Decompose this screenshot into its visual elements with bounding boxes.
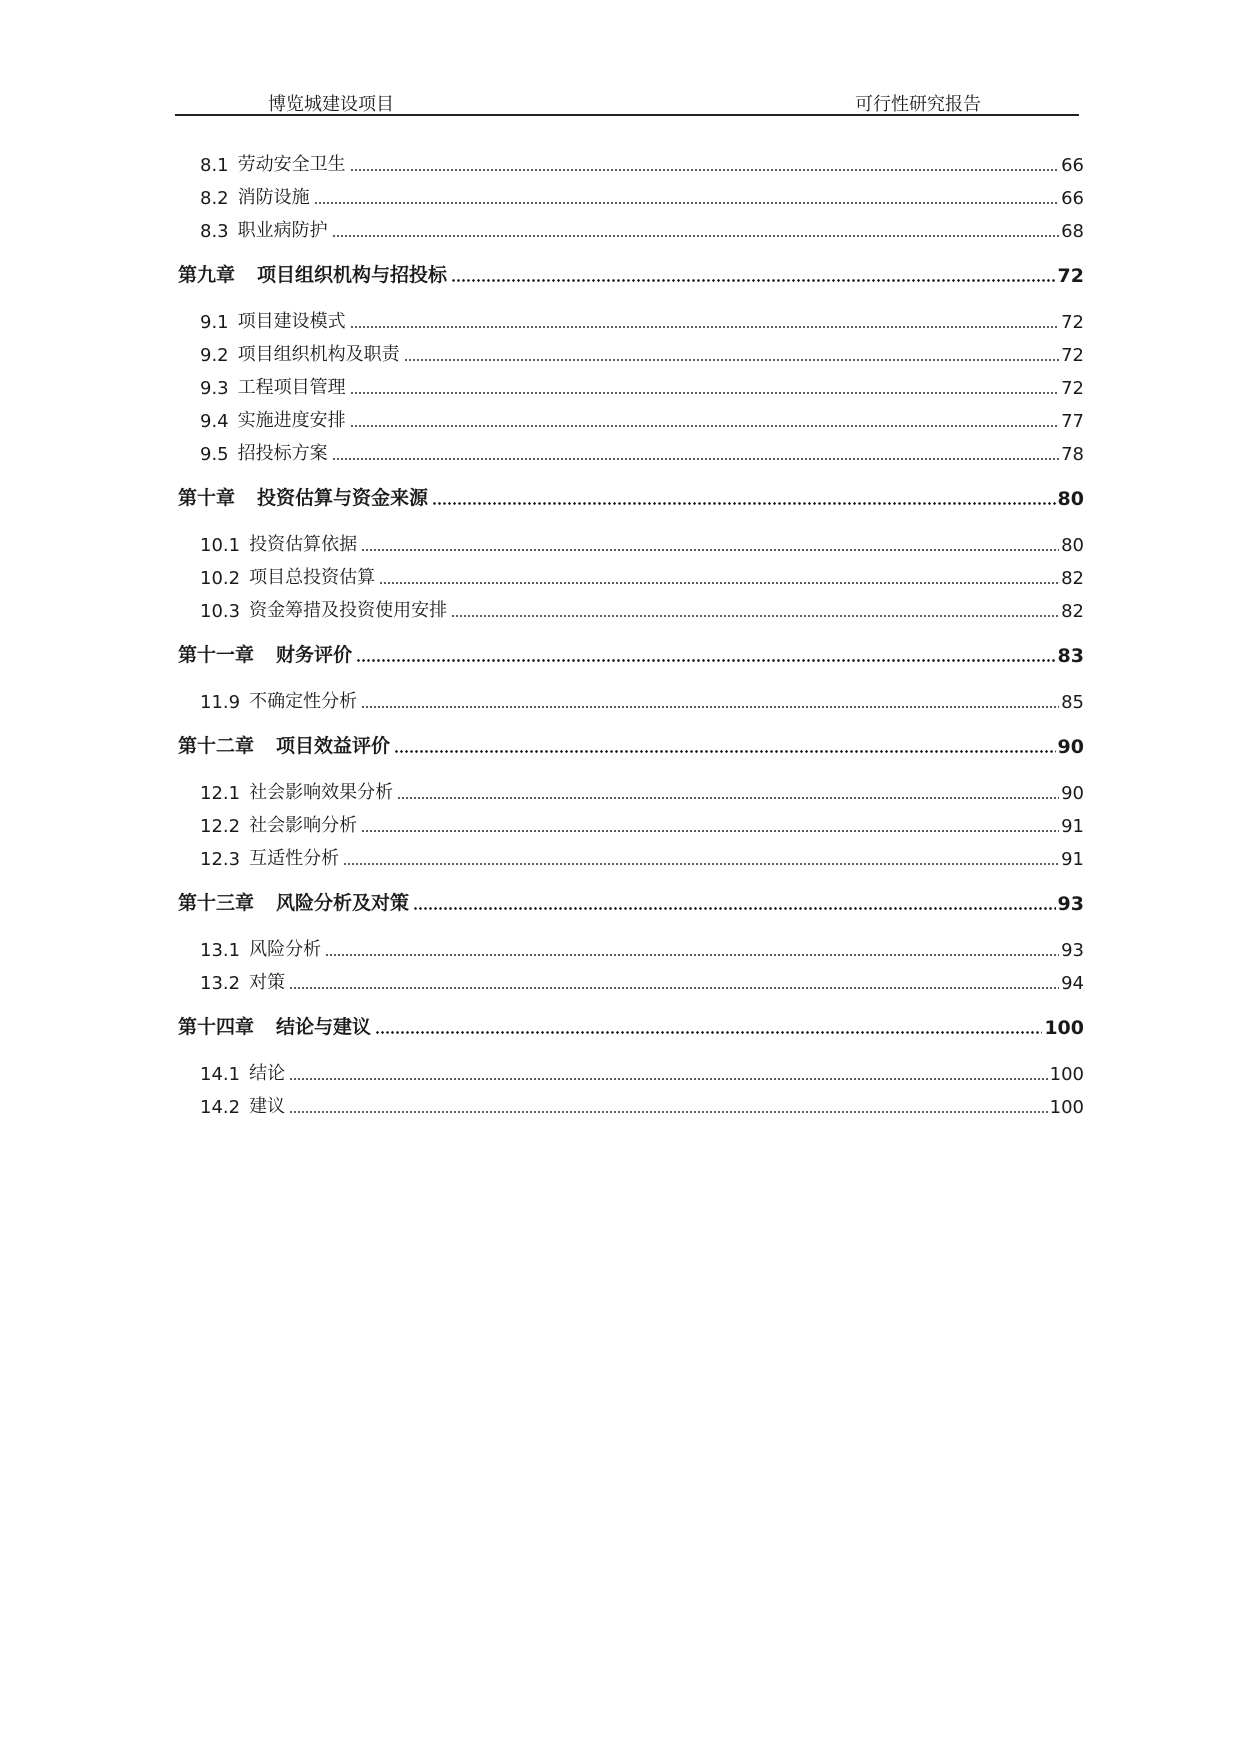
toc-section-entry[interactable] xyxy=(200,148,1084,176)
toc-dot-leader xyxy=(432,502,1056,505)
toc-dot-leader xyxy=(361,706,1059,708)
toc-dot-leader xyxy=(325,954,1059,956)
toc-entry-title: 实施进度安排 xyxy=(237,410,346,431)
toc-entry-number: 12.1 xyxy=(200,783,241,804)
toc-entry-title: 项目组织机构及职责 xyxy=(237,344,400,365)
toc-page-number: 68 xyxy=(1061,221,1084,242)
toc-entry-number: 10.3 xyxy=(200,601,241,622)
toc-dot-leader xyxy=(394,750,1056,753)
toc-entry-title: 财务评价 xyxy=(276,644,353,666)
toc-entry-number: 14.1 xyxy=(200,1064,241,1085)
toc-entry-title: 职业病防护 xyxy=(237,220,328,241)
toc-page-number: 72 xyxy=(1061,378,1084,399)
toc-dot-leader xyxy=(451,279,1056,282)
toc-entry-number: 11.9 xyxy=(200,692,241,713)
toc-page-number: 66 xyxy=(1061,188,1084,209)
toc-page-number: 72 xyxy=(1061,312,1084,333)
toc-page-number: 80 xyxy=(1061,535,1084,556)
toc-section-entry[interactable] xyxy=(200,809,1084,837)
toc-entry-number: 第十章 xyxy=(178,487,236,509)
toc-dot-leader xyxy=(361,830,1059,832)
toc-chapter-entry[interactable] xyxy=(178,482,1084,510)
toc-entry-number: 8.2 xyxy=(200,188,229,209)
toc-section-entry[interactable] xyxy=(200,214,1084,242)
toc-dot-leader xyxy=(404,359,1059,361)
toc-entry-title: 资金筹措及投资使用安排 xyxy=(249,600,448,621)
toc-entry-title: 对策 xyxy=(249,972,286,993)
toc-dot-leader xyxy=(350,169,1059,171)
toc-entry-title: 项目组织机构与招投标 xyxy=(257,264,448,286)
header-report-type: 可行性研究报告 xyxy=(855,94,981,115)
toc-section-entry[interactable] xyxy=(200,776,1084,804)
toc-page-number: 93 xyxy=(1057,893,1084,915)
toc-entry-number: 9.5 xyxy=(200,444,229,465)
toc-dot-leader xyxy=(350,392,1059,394)
toc-dot-leader xyxy=(343,863,1059,865)
toc-entry-title: 社会影响效果分析 xyxy=(249,782,394,803)
toc-entry-title: 投资估算依据 xyxy=(249,534,358,555)
toc-dot-leader xyxy=(289,1078,1048,1080)
toc-dot-leader xyxy=(332,235,1059,237)
toc-page-number: 85 xyxy=(1061,692,1084,713)
toc-entry-title: 消防设施 xyxy=(237,187,310,208)
toc-entry-number: 9.1 xyxy=(200,312,229,333)
toc-entry-title: 工程项目管理 xyxy=(237,377,346,398)
toc-entry-title: 劳动安全卫生 xyxy=(237,154,346,175)
toc-page-number: 78 xyxy=(1061,444,1084,465)
toc-page-number: 82 xyxy=(1061,601,1084,622)
toc-chapter-entry[interactable] xyxy=(178,259,1084,287)
toc-entry-number: 13.1 xyxy=(200,940,241,961)
toc-entry-title: 结论与建议 xyxy=(276,1016,372,1038)
toc-chapter-entry[interactable] xyxy=(178,639,1084,667)
toc-entry-title: 项目总投资估算 xyxy=(249,567,376,588)
toc-dot-leader xyxy=(413,907,1056,910)
toc-entry-number: 14.2 xyxy=(200,1097,241,1118)
toc-entry-number: 12.3 xyxy=(200,849,241,870)
toc-page-number: 100 xyxy=(1044,1017,1084,1039)
toc-dot-leader xyxy=(379,582,1059,584)
toc-dot-leader xyxy=(289,987,1059,989)
toc-entry-number: 第十三章 xyxy=(178,892,255,914)
toc-page-number: 90 xyxy=(1061,783,1084,804)
toc-entry-title: 社会影响分析 xyxy=(249,815,358,836)
toc-entry-title: 结论 xyxy=(249,1063,286,1084)
toc-section-entry[interactable] xyxy=(200,371,1084,399)
toc-dot-leader xyxy=(314,202,1059,204)
toc-section-entry[interactable] xyxy=(200,594,1084,622)
toc-dot-leader xyxy=(361,549,1059,551)
toc-entry-number: 13.2 xyxy=(200,973,241,994)
toc-entry-title: 建议 xyxy=(249,1096,286,1117)
toc-entry-number: 9.4 xyxy=(200,411,229,432)
toc-page-number: 90 xyxy=(1057,736,1084,758)
toc-chapter-entry[interactable] xyxy=(178,730,1084,758)
toc-entry-number: 10.1 xyxy=(200,535,241,556)
toc-section-entry[interactable] xyxy=(200,181,1084,209)
toc-page-number: 80 xyxy=(1057,488,1084,510)
toc-dot-leader xyxy=(356,659,1056,662)
toc-page-number: 100 xyxy=(1049,1097,1084,1118)
toc-chapter-entry[interactable] xyxy=(178,1011,1084,1039)
toc-page-number: 66 xyxy=(1061,155,1084,176)
toc-section-entry[interactable] xyxy=(200,933,1084,961)
toc-dot-leader xyxy=(397,797,1059,799)
toc-entry-title: 风险分析及对策 xyxy=(276,892,410,914)
toc-entry-number: 第九章 xyxy=(178,264,236,286)
toc-entry-title: 投资估算与资金来源 xyxy=(257,487,429,509)
toc-section-entry[interactable] xyxy=(200,842,1084,870)
toc-section-entry[interactable] xyxy=(200,305,1084,333)
page-header xyxy=(175,86,1079,116)
toc-entry-title: 项目建设模式 xyxy=(237,311,346,332)
toc-section-entry[interactable] xyxy=(200,404,1084,432)
toc-dot-leader xyxy=(350,425,1059,427)
toc-section-entry[interactable] xyxy=(200,437,1084,465)
toc-entry-number: 9.3 xyxy=(200,378,229,399)
toc-page-number: 83 xyxy=(1057,645,1084,667)
toc-entry-title: 不确定性分析 xyxy=(249,691,358,712)
toc-section-entry[interactable] xyxy=(200,561,1084,589)
toc-entry-number: 第十一章 xyxy=(178,644,255,666)
toc-entry-number: 12.2 xyxy=(200,816,241,837)
toc-entry-title: 项目效益评价 xyxy=(276,735,391,757)
toc-dot-leader xyxy=(332,458,1059,460)
toc-page-number: 94 xyxy=(1061,973,1084,994)
toc-entry-number: 第十二章 xyxy=(178,735,255,757)
toc-section-entry[interactable] xyxy=(200,338,1084,366)
toc-section-entry[interactable] xyxy=(200,1090,1084,1118)
toc-entry-number: 8.1 xyxy=(200,155,229,176)
toc-page-number: 82 xyxy=(1061,568,1084,589)
toc-entry-title: 风险分析 xyxy=(249,939,322,960)
toc-page-number: 77 xyxy=(1061,411,1084,432)
toc-page-number: 93 xyxy=(1061,940,1084,961)
toc-section-entry[interactable] xyxy=(200,1057,1084,1085)
toc-page-number: 100 xyxy=(1049,1064,1084,1085)
toc-page-number: 72 xyxy=(1057,265,1084,287)
toc-section-entry[interactable] xyxy=(200,685,1084,713)
toc-section-entry[interactable] xyxy=(200,528,1084,556)
toc-chapter-entry[interactable] xyxy=(178,887,1084,915)
toc-section-entry[interactable] xyxy=(200,966,1084,994)
toc-page-number: 72 xyxy=(1061,345,1084,366)
toc-entry-number: 第十四章 xyxy=(178,1016,255,1038)
toc-entry-title: 招投标方案 xyxy=(237,443,328,464)
toc-page-number: 91 xyxy=(1061,849,1084,870)
toc-entry-number: 8.3 xyxy=(200,221,229,242)
toc-dot-leader xyxy=(451,615,1059,617)
toc-page-number: 91 xyxy=(1061,816,1084,837)
toc-entry-number: 9.2 xyxy=(200,345,229,366)
toc-entry-number: 10.2 xyxy=(200,568,241,589)
toc-entry-title: 互适性分析 xyxy=(249,848,340,869)
header-project-name: 博览城建设项目 xyxy=(268,94,394,115)
toc-dot-leader xyxy=(289,1111,1048,1113)
toc-dot-leader xyxy=(375,1031,1042,1034)
toc-dot-leader xyxy=(350,326,1059,328)
